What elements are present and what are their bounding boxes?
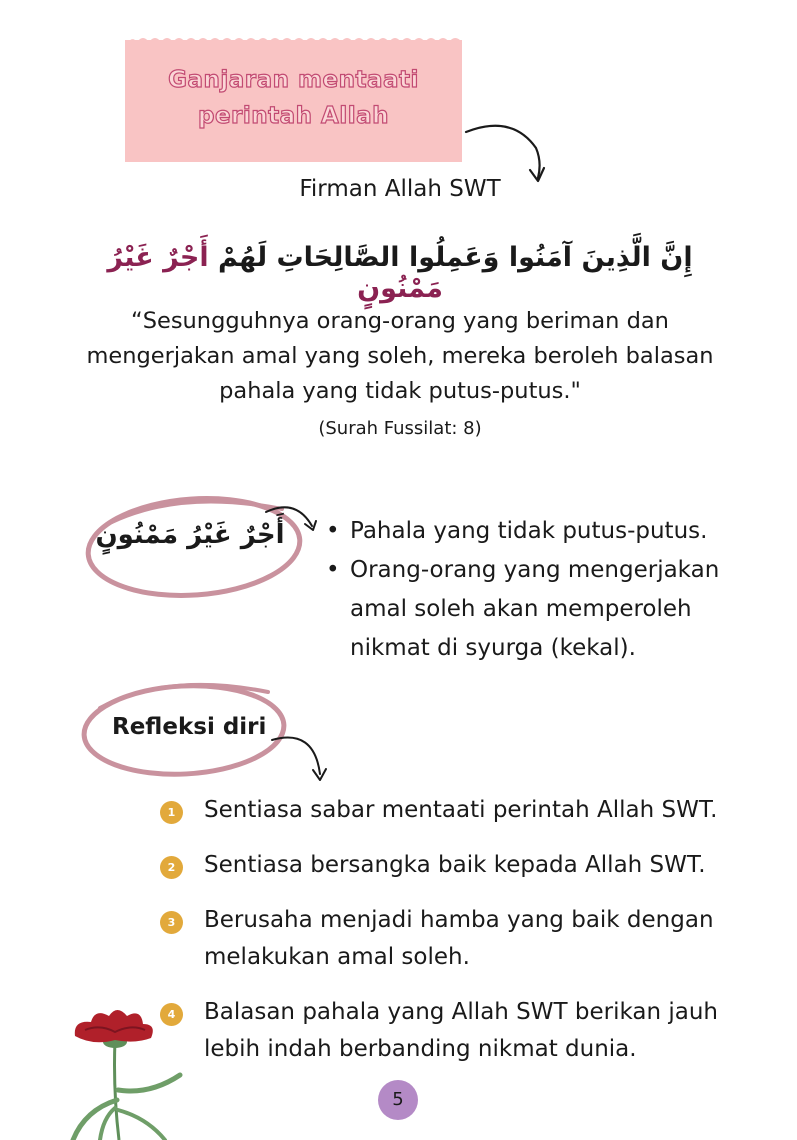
- verse-translation: “Sesungguhnya orang-orang yang beriman dan mengerjakan amal yang soleh, mereka beroleh balasan pahala yang tidak putus-putus.": [86, 308, 714, 404]
- carnation-flower-icon: [55, 1000, 195, 1140]
- firman-label: Firman Allah SWT: [299, 176, 501, 202]
- banner-scallop-edge: [125, 34, 462, 48]
- number-badge: 2: [160, 856, 183, 879]
- refleksi-list: [160, 792, 760, 1086]
- list-item: [160, 792, 760, 829]
- curved-arrow-icon: [262, 500, 324, 540]
- list-item-text: Balasan pahala yang Allah SWT berikan jauh lebih indah berbanding nikmat dunia.: [204, 999, 719, 1062]
- number-badge: 3: [160, 911, 183, 934]
- arabic-verse-main: إِنَّ الَّذِينَ آمَنُوا وَعَمِلُوا الصَّالِحَاتِ لَهُمْ: [218, 242, 693, 273]
- list-item-text: Sentiasa sabar mentaati perintah Allah SWT.: [204, 797, 718, 823]
- page-number-badge: 5: [378, 1080, 418, 1120]
- list-item-text: Sentiasa bersangka baik kepada Allah SWT.: [204, 852, 706, 878]
- verse-source: (Surah Fussilat: 8): [318, 418, 482, 439]
- list-item: [160, 847, 760, 884]
- list-item: • Pahala yang tidak putus-putus.: [320, 512, 760, 551]
- list-item: [160, 902, 760, 976]
- arabic-phrase: أَجْرٌ غَيْرُ مَمْنُونٍ: [95, 520, 285, 550]
- number-badge: 4: [160, 1003, 183, 1026]
- title-line-1: Ganjaran mentaati: [168, 67, 419, 93]
- list-item-text: Berusaha menjadi hamba yang baik dengan melakukan amal soleh.: [204, 907, 714, 970]
- curved-arrow-icon: [268, 728, 330, 786]
- list-item: • Orang-orang yang mengerjakan amal soleh akan memperoleh nikmat di syurga (kekal).: [320, 551, 760, 668]
- title-line-2: perintah Allah: [197, 103, 390, 129]
- list-item: [160, 994, 760, 1068]
- number-badge: 1: [160, 801, 183, 824]
- arabic-verse: [60, 242, 740, 304]
- refleksi-heading: Refleksi diri: [112, 714, 267, 740]
- page-title: [125, 62, 462, 134]
- phrase-points-list: [320, 512, 760, 668]
- arabic-verse-highlight: أَجْرٌ غَيْرُ مَمْنُونٍ: [107, 242, 443, 304]
